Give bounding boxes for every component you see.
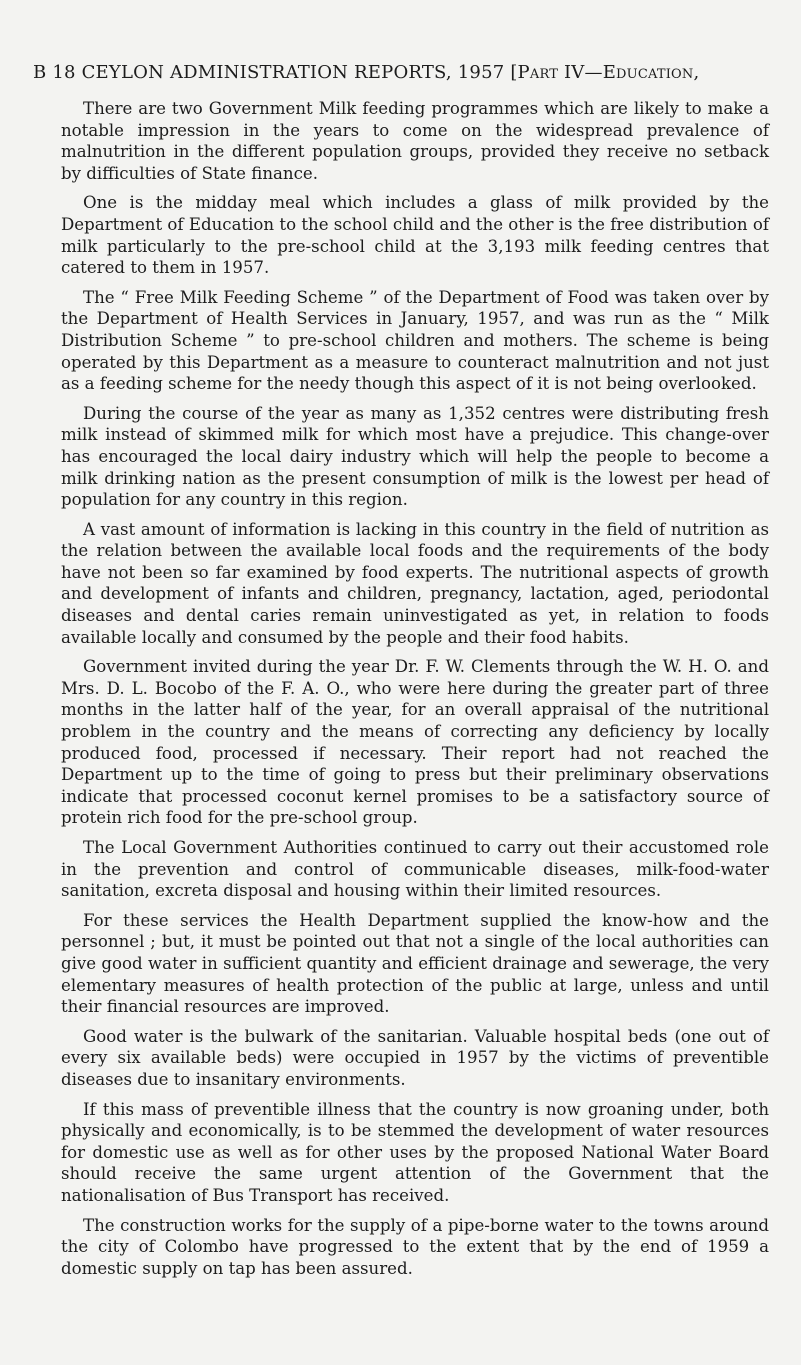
paragraph: A vast amount of information is lacking in this country in the field of nutrition as the relation between the available local foods and the requirements of the body have not been so far examined by food experts. The nutritional aspects of growth and development of infants and children, pregnancy, lactation, aged, periodontal diseases and dental caries remain uninvestigated as yet, in relation to foods available locally and consumed by the people and their food habits. <box>61 519 769 647</box>
report-title: CEYLON ADMINISTRATION REPORTS, 1957 <box>81 62 505 83</box>
page-identifier: B 18 <box>33 62 76 83</box>
paragraph: Government invited during the year Dr. F. W. Clements through the W. H. O. and Mrs. D. L. Bocobo of the F. A. O., who were here during the greater part of three months in the latter half of the year, for an overall appraisal of the nutritional problem in the country and the means of correcting any deficiency by locally produced food, processed if necessary. Their report had not reached the Department up to the time of going to press but their preliminary observations indicate that processed coconut kernel promises to be a satisfactory source of protein rich food for the pre-school group. <box>61 657 769 828</box>
section-label: Part IV—Education, <box>517 62 700 83</box>
paragraph: One is the midday meal which includes a glass of milk provided by the Department of Education to the school child and the other is the free distribution of milk particularly to the pre-school child at the 3,193 milk feeding centres that catered to them in 1957. <box>61 193 769 278</box>
paragraph: During the course of the year as many as 1,352 centres were distributing fresh milk instead of skimmed milk for which most have a prejudice. This change-over has encouraged the local dairy industry which will help the people to become a milk drinking nation as the present consumption of milk is the lowest per head of population for any country in this region. <box>61 403 769 510</box>
section-bracket: [ <box>510 62 518 83</box>
paragraph: There are two Government Milk feeding programmes which are likely to make a notable impression in the years to come on the widespread prevalence of malnutrition in the different population groups, provided they receive no setback by difficulties of State finance. <box>61 99 769 183</box>
paragraph: The Local Government Authorities continued to carry out their accustomed role in the prevention and control of communicable diseases, milk-food-water sanitation, excreta disposal and housing within their limited resources. <box>61 838 769 901</box>
paragraph: The construction works for the supply of a pipe-borne water to the towns around the city of Colombo have progressed to the extent that by the end of 1959 a domestic supply on tap has been assured. <box>61 1215 769 1278</box>
paragraph: The “ Free Milk Feeding Scheme ” of the Department of Food was taken over by the Department of Health Services in January, 1957, and was run as the “ Milk Distribution Scheme ” to pre-school children and mothers. The scheme is being operated by this Department as a measure to counteract malnutrition and not just as a feeding scheme for the needy though this aspect of it is not being overlooked. <box>61 287 769 394</box>
body-text <box>61 98 769 1287</box>
paragraph: For these services the Health Department supplied the know-how and the personnel ; but, it must be pointed out that not a single of the local authorities can give good water in sufficient quantity and efficient drainage and sewerage, the very elementary measures of health protection of the public at large, unless and until their financial resources are improved. <box>61 910 769 1017</box>
running-header <box>33 62 793 83</box>
paragraph: Good water is the bulwark of the sanitarian. Valuable hospital beds (one out of every six available beds) were occupied in 1957 by the victims of preventible diseases due to insanitary environments. <box>61 1026 769 1089</box>
paragraph: If this mass of preventible illness that the country is now groaning under, both physically and economically, is to be stemmed the development of water resources for domestic use as well as for other uses by the proposed National Water Board should receive the same urgent attention of the Government that the nationalisation of Bus Transport has received. <box>61 1099 769 1205</box>
